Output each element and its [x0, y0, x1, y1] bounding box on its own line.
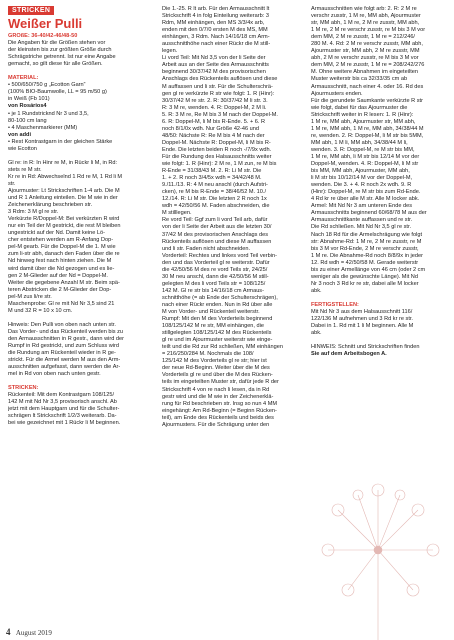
text-line: 142 M mit Nd Nr 3,5 provisorisch anschl. Ab — [8, 399, 117, 406]
text-line: gen gl re verkürzte R str wie folgt: 1. R (Hinr): — [162, 90, 275, 97]
text-line: Mit Nd Nr 3 aus dem Halsausschnitt 116/ — [311, 308, 413, 315]
text-line: M stilllegen. — [162, 210, 192, 217]
text-line: M. Ohne weitere Abnahmen im eingeteilten — [311, 69, 418, 76]
text-line: Die Rd schließen. Mit Nd Nr 3,5 gl re str. — [311, 224, 412, 231]
text-line: jetzt mit dem Hauptgarn und für die Schulter- — [8, 406, 120, 413]
text-line: Doppel-M, wenden. 4. R: Doppel-M, li M str — [311, 161, 419, 168]
text-line: cher entstehen werden am R-Anfang Dop- — [8, 237, 114, 244]
text-line: Gl re: in R: In Hinr re M, in Rückr li M, in Rd: — [8, 159, 118, 166]
text-line: cken), re M bis R-Ende = 38/46/52 M. 10./ — [162, 189, 267, 196]
text-line: Doppel-M. Nächste R: Doppel-M, li M bis R- — [162, 139, 271, 146]
text-line: und R 1 Anleitung einteilen. Die M wie in der — [8, 195, 118, 202]
text-line: schrägen lt Strickschrift 1/2/3 weiterarb. Da- — [8, 413, 117, 420]
text-line: • je 1 Rundstricknd Nr 3 und 3,5, — [8, 110, 89, 117]
text-line — [8, 153, 155, 160]
text-line: wenden. Die 3. + 4. R noch 2x wdh. 9. R — [311, 182, 412, 189]
text-line: Ajourmusters. Für die Schrägung unter den — [162, 421, 270, 428]
text-line: R: 3 M re, wenden. 4. R: Doppel-M, 2 M li. — [162, 104, 267, 111]
text-line: teil), am Ende des Rückenteils und beids des — [162, 414, 274, 421]
category-tag: STRICKEN — [8, 6, 54, 15]
text-line: rung für Rd beschrieben str. Insg so nun 4 MM — [162, 400, 278, 407]
text-line: Ärmel: Mit Nd Nr 3 am unteren Ende des — [311, 203, 413, 210]
column-middle-text — [162, 6, 304, 429]
text-line: Ajourmusters enden. — [311, 90, 363, 97]
text-line: die Rundung am Rückenteil wieder in R ge- — [8, 350, 116, 357]
text-line: den Armausschnitten in R gestr., dann wird der — [8, 335, 124, 342]
text-line — [311, 337, 448, 344]
text-line: Weiter die gegebene Anzahl M str. Beim spä- — [8, 279, 120, 286]
text-line: Anschlags des Rückenteils auflösen und diese — [162, 76, 278, 83]
text-line: 9./11./13. R: 4 M neu anschl (durch Aufstri- — [162, 182, 268, 189]
text-line: abk. — [311, 330, 322, 337]
text-line: Muster weiterstr bis ca 32/33/35 cm ab — [311, 76, 408, 83]
text-line: bis MM, MM abh, Ajourmuster, MM abh, — [311, 168, 410, 175]
text-line: 3 Rdm: 3 M gl re str. — [8, 209, 59, 216]
text-line: strickt. Für die Ärmel werden M aus den Arm- — [8, 357, 121, 364]
text-line: bis 3 M vor Rd-Ende, 2 M re verschr zusstr, — [311, 245, 419, 252]
text-line: abh, 2 M re verschr zusstr, re M bis 3 M vor — [311, 55, 419, 62]
text-line: 30 M neu anschl, dann die 42/50/56 M still- — [162, 273, 269, 280]
text-line: verschr zusstr, 1 M re, MM abh, Ajourmuster — [311, 13, 421, 20]
text-line: re, wenden. 2. R: Doppel-M, li M str bis 5MM, — [311, 132, 424, 139]
text-line: Armausschnittkante auffassen und re str. — [311, 217, 413, 224]
text-line: • Rest Kontrastgarn in der gleichen Stärke — [8, 138, 113, 145]
text-line: abk. — [311, 287, 322, 294]
text-line: zum li-str abh, danach den Faden über die re — [8, 251, 120, 258]
text-line: Schrägstriche getrennt. Ist nur eine Angabe — [8, 54, 116, 61]
text-line: gelegten M des li vord Teils str = 108/125/ — [162, 280, 266, 287]
text-line: 142 M. Gl re str bis 14/16/18 cm Armaus- — [162, 287, 264, 294]
text-line: den und das Vorderteil gl re weiterstr. Dafür — [162, 259, 270, 266]
text-line: nach einer Rückr enden. Nun in Rd über alle — [162, 301, 273, 308]
text-line: Nd hinweg fest nach hinten ziehen. Die M — [8, 258, 112, 265]
text-line: Sie auf dem Arbeitsbogen A. — [311, 351, 387, 358]
text-line: Für die Rundung des Halsausschnitts weiter — [162, 153, 272, 160]
text-line: Rückenteil: Mit dem Kontrastgarn 108/125/ — [8, 392, 115, 399]
text-line: M auffassen und li str. Für die Schulterschrä- — [162, 83, 273, 90]
text-line: pel-M gearb. Für die Doppel-M die 1. M wie — [8, 244, 116, 251]
text-line: ausschnitthöhe nach einer Rückr die M still- — [162, 41, 271, 48]
text-line: 12. Rd wdh = 42/50/58 M. Gerade weiterstr — [311, 259, 419, 266]
text-line: Nach 18 Rd für die Ärmelschrägung wie folgt — [311, 231, 422, 238]
text-line: 1 M re, MM abh, 1 M re, MM abh, 34/38/44 M — [311, 125, 424, 132]
text-line: Armausschnitts beginnend 60/68/78 M aus der — [311, 210, 427, 217]
text-line: 1 M re, MM abh, li M str bis 12/14 M vor der — [311, 153, 420, 160]
text-line: gl re und im Ajourmuster weiterstr wie einge- — [162, 337, 273, 344]
text-line: wird damit über die Nd gezogen und es lie- — [8, 265, 115, 272]
text-line: der kleinsten bis zur größten Größe durch — [8, 47, 112, 54]
text-line: beginnend 30/37/42 M des provisorischen — [162, 69, 266, 76]
text-line: 12./14. R: Li M str. Die letzten 2 R noch 1x — [162, 196, 267, 203]
text-line: Strickschrift weiter in R lesen: 1. R (Hinr): — [311, 111, 414, 118]
text-line: ausschnitten aufgefasst, dann werden die Är- — [8, 364, 121, 371]
text-line: Rdm, MM einhängen, den MS 3/3/4x arb, — [162, 20, 265, 27]
text-line: 1 M re, MM abh, Ajourmuster str, MM abh, — [311, 118, 416, 125]
text-line: Strickschrift 4 in folg Einteilung weiterarb: 3 — [162, 13, 269, 20]
text-line: Die Angaben für die Größen stehen vor — [8, 40, 106, 47]
text-line: Re vord Teil: Ggf zum li vord Teil arb, dafür — [162, 217, 268, 224]
text-line: der neue Rd-Beginn. Weiter über die M des — [162, 365, 270, 372]
column-right — [311, 6, 448, 358]
text-line: • 4 Maschenmarkierer (MM) — [8, 124, 78, 131]
text-line: (100% BIO-Baumwolle, LL = 95 m/50 g) — [8, 89, 107, 96]
text-line: von Rosários4 — [8, 103, 47, 110]
text-line: M und 32 R = 10 x 10 cm. — [8, 307, 73, 314]
text-line: Kr re in Rd: Abwechselnd 1 Rd re M, 1 Rd li M — [8, 173, 123, 180]
text-line: MM abh, 1 M li, MM abh, 34/38/44 M li, — [311, 139, 408, 146]
text-line: Strickschrift 4 von re nach li lesen, da in Rd — [162, 386, 270, 393]
text-line: Ajourmuster str, MM abh, 2 M re zusstr, MM — [311, 48, 420, 55]
text-line: Rückenteils auflösen und diese M auffassen — [162, 238, 272, 245]
text-line: noch 8/1/0x wdh. Nur Größe 42-46 und — [162, 125, 260, 132]
text-line: GRÖßE: 36-40/42-46/48-50 — [8, 33, 78, 40]
page-footer — [6, 627, 52, 637]
text-line: 6. R: Doppel-M, li M bis R-Ende. 5. + 6. R — [162, 118, 266, 125]
text-line: stillgelegten 108/125/142 M des Rückenteils — [162, 330, 272, 337]
text-line: Armausschnitt, nach einer 4. oder 16. Rd des — [311, 83, 424, 90]
text-line: ungestrickt auf der Nd. Damit keine Lö- — [8, 230, 106, 237]
text-line: Die 1.-25. R lt arb. Für den Armausschnitt lt — [162, 6, 270, 12]
text-line: Zeichenerklärung beschrieben str. — [8, 202, 93, 209]
text-line: Armausschnitten wie folgt arb: 2. R: 2 M re — [311, 6, 417, 12]
text-line: in Weiß (Fb 101) — [8, 96, 50, 103]
text-line: gestr wird und die M wie in der Zeichenerklä- — [162, 393, 274, 400]
text-line: dem MM, 2 M re zusstr, 1 M re = 212/246/ — [311, 34, 415, 41]
text-line: 280 M. 4. Rd: 2 M re verschr zusstr, MM abh, — [311, 41, 423, 48]
text-line: Verkürzte R/Doppel-M: Bei verkürzten R wird — [8, 216, 120, 223]
text-line: mel in Rd von oben nach unten gestr. — [8, 371, 101, 378]
dandelion-illustration — [318, 470, 454, 640]
text-line: 125/142 M des Vorderteils gl re str; hier ist — [162, 358, 267, 365]
text-line: pel-M zus li/re str. — [8, 293, 52, 300]
text-line: Maschenprobe: Gl re mit Nd Nr 3,5 sind 21 — [8, 300, 115, 307]
text-line: Für die gerundete Saumkante verkürzte R str — [311, 97, 423, 104]
text-line — [311, 295, 448, 302]
text-line: teilt und die Rd zur Rd schließen, MM einhängen — [162, 344, 283, 351]
page-number: 4 — [6, 627, 11, 637]
text-line: FERTIGSTELLEN: — [311, 301, 359, 308]
text-line — [8, 68, 155, 75]
text-line: eingehängt: Am Rd-Beginn (= Beginn Rücken- — [162, 407, 277, 414]
text-line: dem MM, 2 M re zusstr, 1 M re = 208/242/276 — [311, 62, 425, 69]
text-line: R-Ende = 31/38/43 M. 2. R: Li M str. Die — [162, 168, 262, 175]
text-line: legen. — [162, 48, 178, 55]
text-line: str, MM abh, 1 M re, 2 M re zusstr, MM abh, — [311, 20, 420, 27]
text-line: wenden. 3. R: Doppel-M, re M str bis MM, — [311, 146, 415, 153]
text-line: Rumpf in Rd gestrickt, und zum Schluss wird — [8, 342, 119, 349]
text-line: M von Vorder- und Rückenteil weiterstr. — [162, 309, 260, 316]
text-line: str: Abnahme-Rd: 1 M re, 2 M re zusstr, re M — [311, 238, 422, 245]
text-line: 1 M re, 2 M re verschr zusstr, re M bis 3 M vor — [311, 27, 426, 34]
text-line: str. — [8, 180, 16, 187]
column-left — [8, 6, 155, 427]
text-line: wdh = 42/50/56 M. Faden abschneiden, die — [162, 203, 270, 210]
text-line: wie folgt, dabei für das Ajourmuster die — [311, 104, 408, 111]
text-line: von addi — [8, 131, 31, 138]
text-line: teils im eingeteilten Muster str, dafür jede R der — [162, 379, 279, 386]
text-line: 80-100 cm lang — [8, 117, 47, 124]
column-left-text — [8, 33, 155, 427]
text-line: Ende. Die letzten beiden R noch -/7/9x wdh. — [162, 146, 272, 153]
text-line: Vorderteils gl re und über die M des Rücken- — [162, 372, 273, 379]
text-line: weniger als die gewünschte Länge). Mit Nd — [311, 273, 418, 280]
text-line: li M str bis 10/12/14 M vor der Doppel-M, — [311, 175, 413, 182]
column-middle — [162, 6, 304, 429]
text-line: Arbeit aus an der Seite des Armausschnitts — [162, 62, 269, 69]
text-line: Nr 3 noch 3 Rd kr re str, dabei alle M locker — [311, 280, 419, 287]
text-line: wie folgt: 1. R (Hinr): 2 M re, 1 M zun, re M bis — [162, 161, 277, 168]
text-line: 48/50: Nächste R: Re M bis 4 M nach der — [162, 132, 265, 139]
text-line: Ajourmuster: Lt Strickschriften 1-4 arb. Die M — [8, 187, 120, 194]
text-line: STRICKEN: — [8, 385, 39, 392]
text-line: einhängen, 3 Rdm. Nach 14/16/18 cm Arm- — [162, 34, 270, 41]
pattern-title: Weißer Pulli — [8, 16, 83, 32]
issue-date: August 2019 — [15, 629, 52, 637]
text-line: 1 M re. Die Abnahme-Rd noch 8/8/9x in jeder — [311, 252, 423, 259]
text-line — [8, 378, 155, 385]
text-line: gen 2 M-Glieder auf der Nd = Doppel-M. — [8, 272, 108, 279]
text-line: schnitthöhe (= ab Ende der Schulterschrägen), — [162, 294, 278, 301]
text-line: 1. + 2. R noch 3/4/5x wdh = 34/42/48 M. — [162, 175, 262, 182]
text-line: Das Vorder- und das Rückenteil werden bis zu — [8, 328, 124, 335]
text-line: von der li Seite der Arbeit aus die letzten 30/ — [162, 224, 272, 231]
text-line: • 500/650/750 g „Ecotton Garn“ — [8, 82, 86, 89]
text-line: 122/136 M aufnehmen und 3 Rd kr re str. — [311, 316, 413, 323]
text-line: Hinweis: Den Pulli von oben nach unten str. — [8, 321, 116, 328]
text-line: Li vord Teil: Mit Nd 3,5 von der li Seite der — [162, 55, 266, 62]
text-line: Vorderteil: Rechtes und linkes vord Teil verbin- — [162, 252, 277, 259]
text-line: 5. R: 3 M re, Re M bis 3 M nach der Doppel-M. — [162, 111, 278, 118]
text-line: gemacht, so gilt diese für alle Größen. — [8, 61, 103, 68]
text-line: wie Ecotton — [8, 145, 37, 152]
text-line: Dabei in 1. Rd mit 1 li M beginnen. Alle M — [311, 323, 414, 330]
text-line: nur ein Teil der M gestrickt, die rest M bleiben — [8, 223, 121, 230]
text-line: 108/125/142 M re str, MM einhängen, die — [162, 323, 264, 330]
text-line: und li str. Faden nicht abschneiden. — [162, 245, 251, 252]
text-line: stets re M str. — [8, 166, 42, 173]
text-line: = 216/250/284 M. Nochmals die 108/ — [162, 351, 254, 358]
text-line: HINWEIS: Schnitt und Strickschriften finden — [311, 344, 420, 351]
text-line: MATERIAL: — [8, 75, 39, 82]
text-line: teren Abstricken die 2 M-Glieder der Dop- — [8, 286, 112, 293]
text-line: bei wie gezeichnet mit 1 Rückr li M beginnen. — [8, 420, 121, 427]
text-line: bis zu einer Ärmellänge von 46 cm (oder 2 cm — [311, 266, 426, 273]
text-line: die 42/50/56 M des re vord Teils str, 24/25/ — [162, 266, 268, 273]
text-line: 4 Rd kr re über alle M str. Alle M locker abk. — [311, 196, 420, 203]
text-line: Rumpf: Mit den M des Vorderteils beginnend — [162, 316, 273, 323]
text-line — [8, 315, 155, 322]
column-right-text — [311, 6, 448, 358]
text-line: 30/37/42 M re str. 2. R: 30/37/42 M li str. 3. — [162, 97, 268, 104]
text-line: (Hinr): Doppel-M, re M str bis zum Rd-Ende. — [311, 189, 421, 196]
text-line: 37/42 M des provisorischen Anschlags des — [162, 231, 269, 238]
text-line: enden mit den 0/7/0 ersten M des MS, MM — [162, 27, 268, 34]
